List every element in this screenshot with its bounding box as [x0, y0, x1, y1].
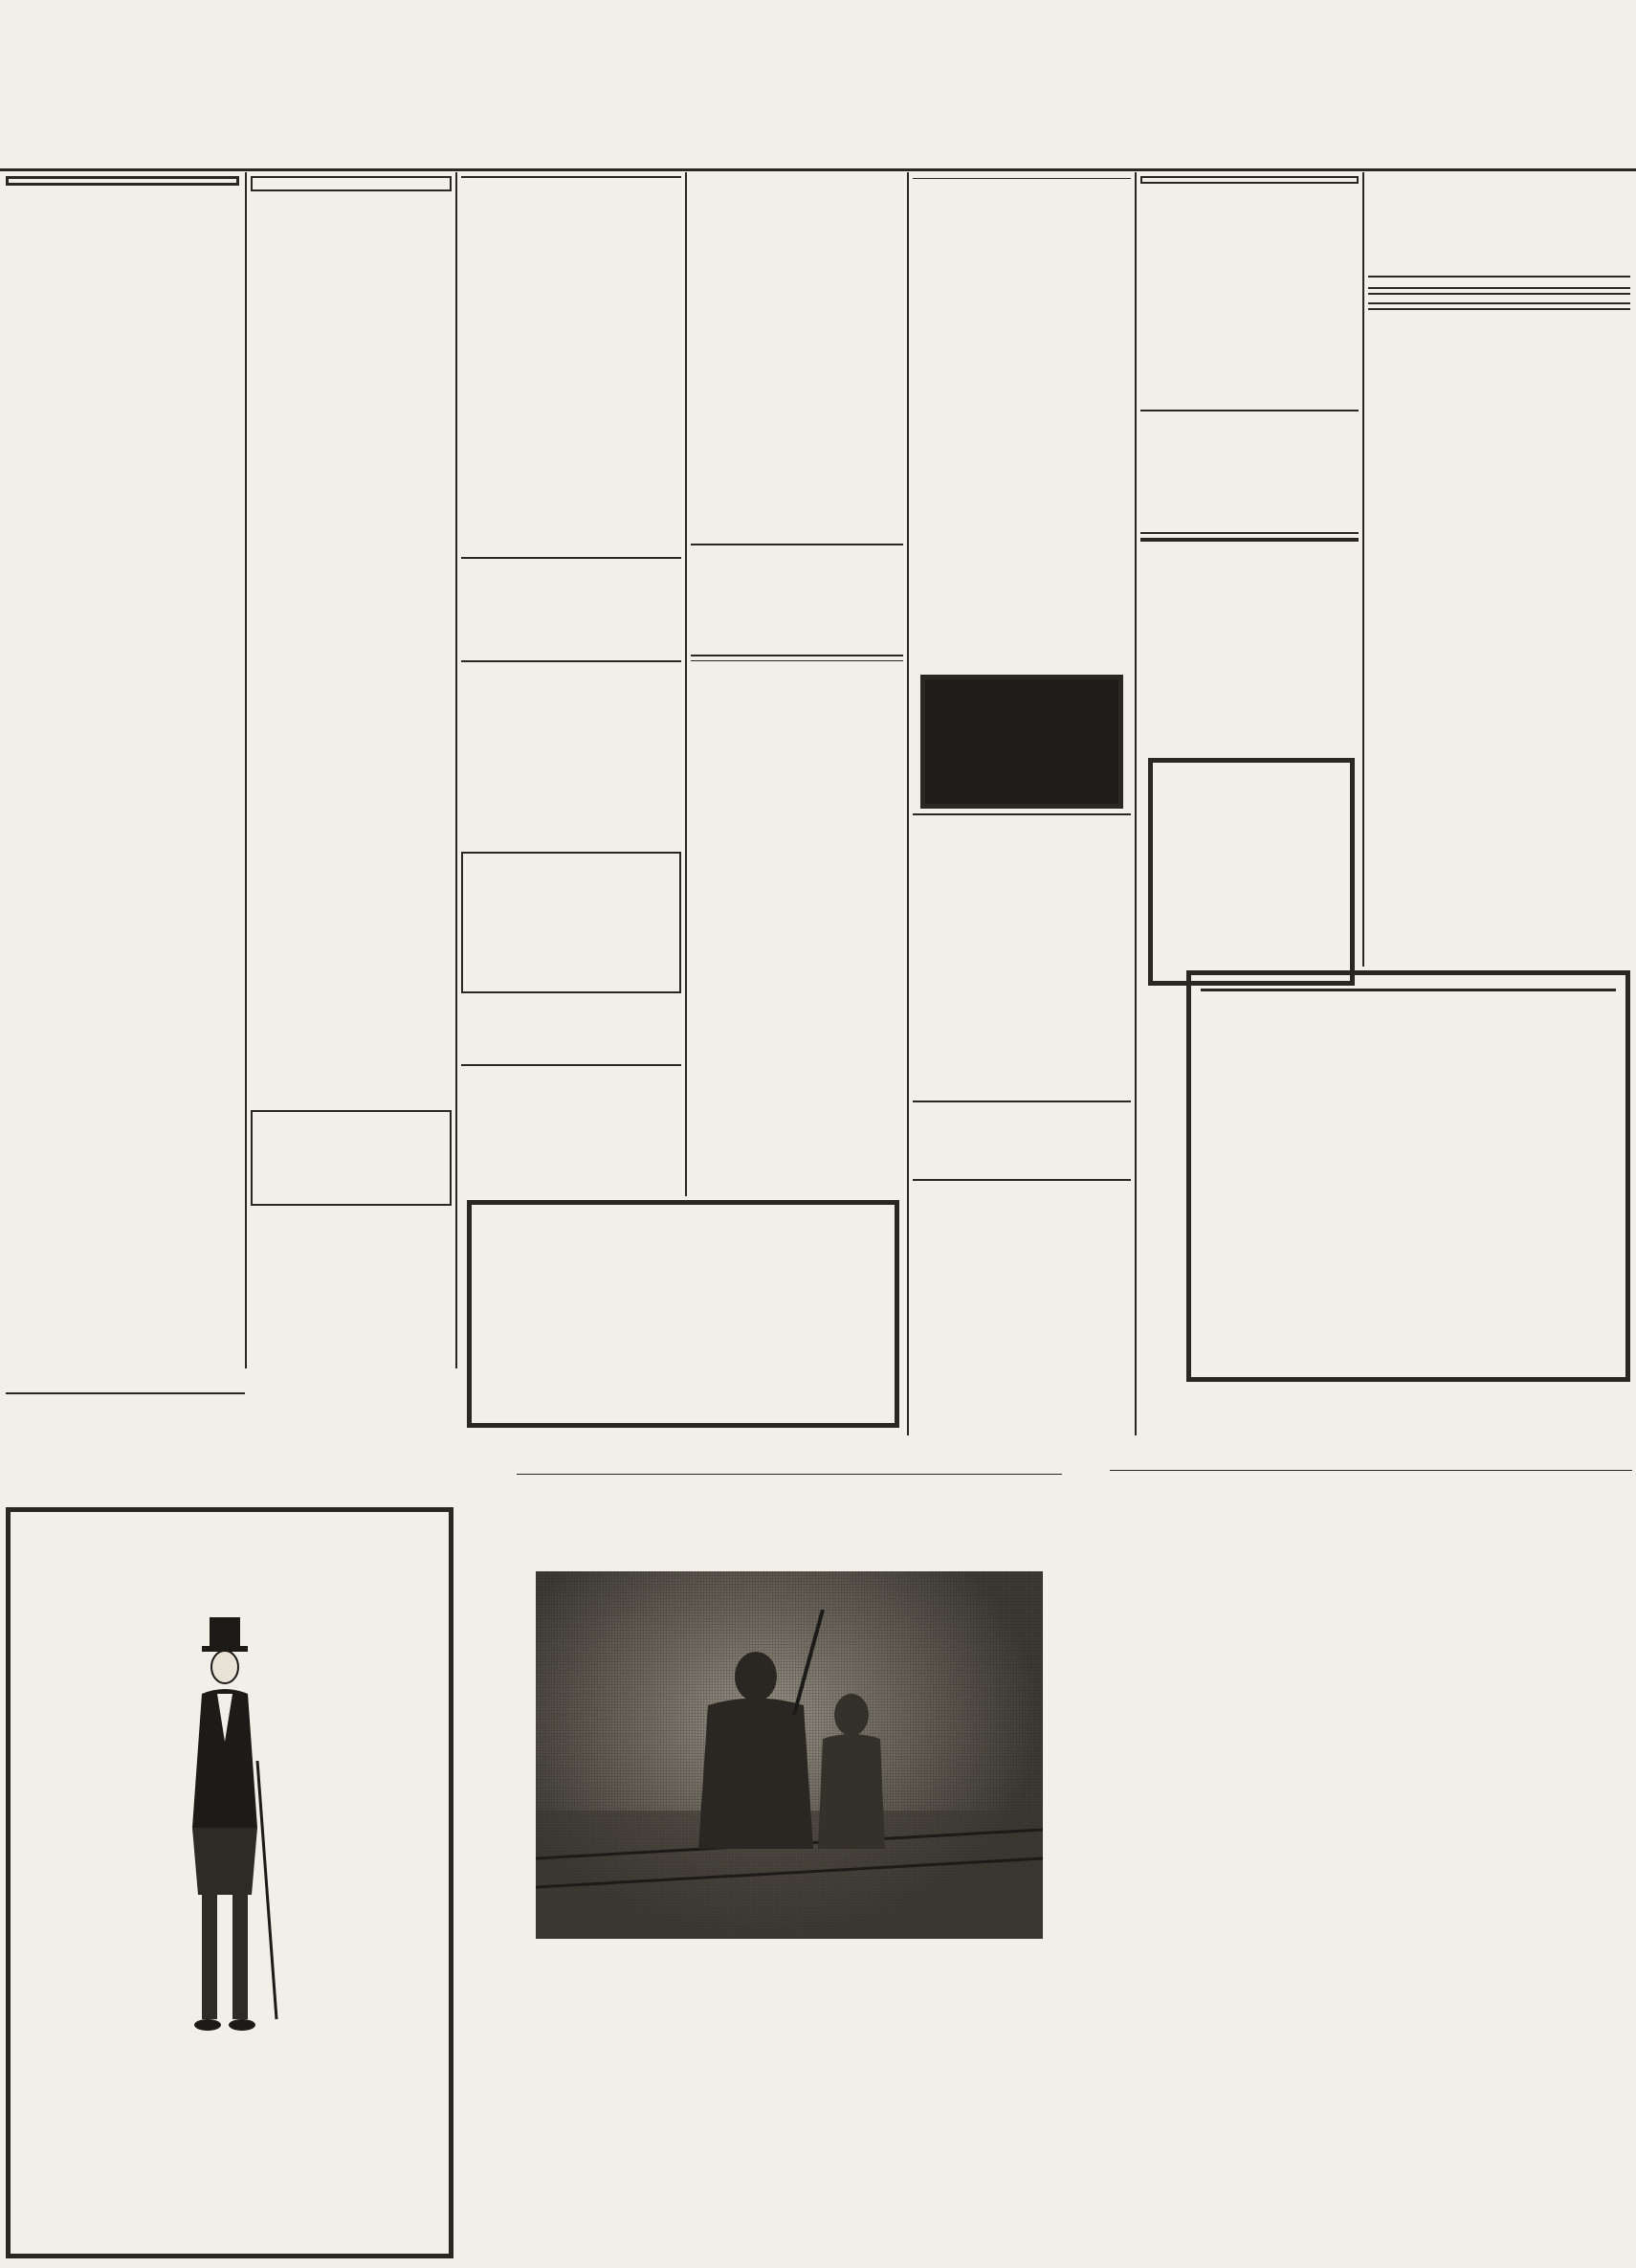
carreta-section — [913, 176, 1131, 674]
cartaz-title — [1368, 287, 1630, 295]
alfaiataria-near — [18, 2220, 441, 2241]
historia-clip-left — [517, 1458, 1062, 2262]
medal-left-title — [10, 54, 325, 80]
publicacoes-section — [691, 660, 903, 1196]
clip-left-c2-bottom — [799, 1962, 1062, 2258]
issue-date — [1521, 6, 1626, 23]
concerto-section — [461, 174, 681, 557]
clip-left-c2-top — [799, 1479, 1062, 1566]
cooperativa-section — [691, 174, 903, 543]
sport-column — [6, 176, 239, 1387]
papel-ad — [913, 1101, 1131, 1177]
salao-carioca-ad — [461, 852, 681, 993]
bufette-ad — [467, 1200, 899, 1428]
clip-right-c1 — [1110, 1476, 1360, 2258]
tribuna-title — [251, 176, 452, 191]
historia-clip-right — [1110, 1455, 1632, 2263]
clip-right-running — [1253, 1455, 1502, 1468]
rentalina-tag-3 — [1002, 785, 1116, 798]
centro-box — [251, 1110, 452, 1206]
clip-left-running — [670, 1458, 918, 1472]
col-rule-6 — [1362, 172, 1364, 967]
medal-right-title — [1033, 57, 1378, 84]
agenda-title — [1368, 302, 1630, 310]
publicacoes-title — [691, 660, 903, 661]
meias-ad — [461, 997, 681, 1064]
clip-left-page — [517, 1458, 555, 1472]
festas-section — [1140, 176, 1359, 406]
alfaiataria-supplier — [28, 2178, 431, 2216]
clip-left-c1-top — [517, 1479, 775, 1566]
loteria-title — [1140, 538, 1359, 542]
concerto-rule — [461, 176, 681, 178]
ideia-kicker — [913, 176, 1131, 179]
sport-title — [6, 176, 239, 186]
banner-slogan — [287, 128, 1359, 174]
col-rule-2 — [455, 172, 457, 1368]
clip-right-rule — [1110, 1470, 1632, 1471]
rentalina-ad — [920, 675, 1123, 809]
clip-right-c2 — [1378, 1476, 1628, 2258]
alfaiataria-address — [18, 2146, 441, 2176]
col-rule-1 — [245, 172, 247, 1368]
gentleman-illustration — [164, 1608, 288, 2048]
assis-ad — [1368, 176, 1630, 272]
war-photo-caption — [536, 1943, 1043, 1958]
receita-title — [1201, 985, 1616, 991]
clip-right-vol — [1110, 1455, 1177, 1468]
clip-left-rule — [517, 1474, 1062, 1475]
theatros-section — [1368, 276, 1630, 965]
clip-left-c1-bottom — [517, 1962, 775, 2258]
masthead-rule — [0, 168, 1636, 171]
david-section — [913, 1179, 1131, 1433]
berlitz-ad — [1148, 758, 1355, 986]
loteria-section — [1140, 538, 1359, 758]
vestidos-left-col — [20, 1608, 154, 2048]
investigacoes-ad — [691, 544, 903, 656]
nestle-ad — [1186, 970, 1630, 1382]
col-rule-4 — [907, 172, 909, 1435]
ver-noticiario — [461, 557, 681, 662]
sacadura-ad — [1140, 410, 1359, 534]
festas-title — [1140, 176, 1359, 184]
page-number — [8, 4, 65, 21]
col-rule-5 — [1135, 172, 1137, 1435]
movimento-section — [461, 1064, 681, 1190]
lactario-section — [913, 813, 1131, 1101]
rentalina-brand — [932, 686, 1120, 768]
top-hat — [210, 1617, 240, 1650]
rentalina-tag-2 — [1002, 771, 1116, 785]
vestidos-bottom-note — [18, 2067, 441, 2088]
clip-left-vol — [995, 1458, 1062, 1472]
war-photo-figures — [536, 1571, 1043, 1939]
war-photo — [536, 1571, 1043, 1939]
col-rule-3 — [685, 172, 687, 1196]
rentalina-tag-1 — [1002, 758, 1116, 771]
lavagem-ad — [6, 1392, 245, 1502]
alfaiataria-name — [18, 2090, 441, 2144]
vestidos-ad — [6, 1507, 453, 2258]
vestidos-right-col — [298, 1608, 441, 2048]
clip-right-page — [1569, 1455, 1626, 1468]
